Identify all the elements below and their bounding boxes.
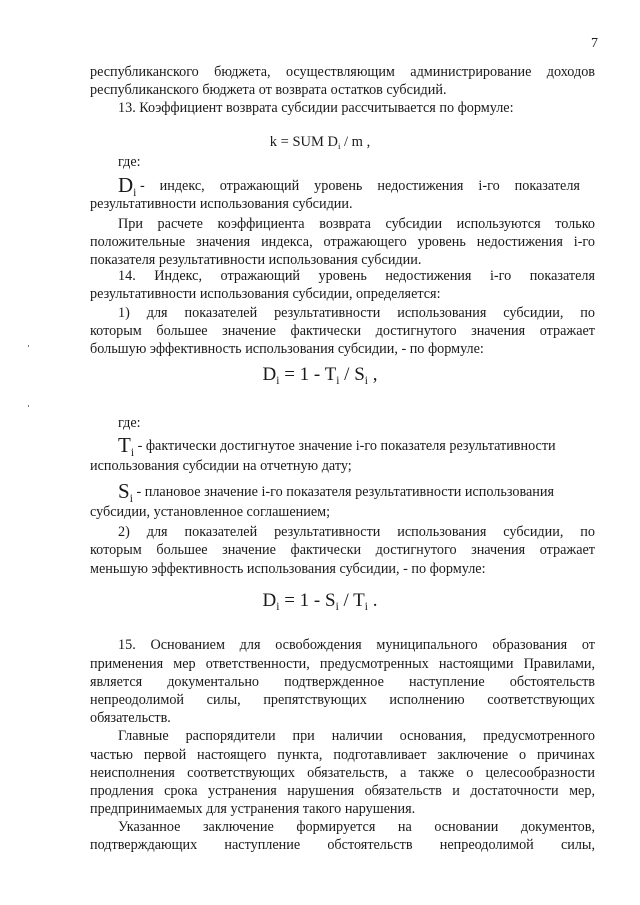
text-line: субсидии, установленное соглашением; bbox=[90, 504, 331, 520]
text-line: результативности использования субсидии. bbox=[90, 196, 353, 212]
text-line: где: bbox=[118, 415, 141, 431]
text-line: 2) для показателей результативности использования субсидии, по bbox=[118, 524, 595, 540]
text-line: Указанное заключение формируется на основании документов, bbox=[118, 819, 595, 835]
text-line: продления срока устранения нарушения обязательств и достаточности мер, bbox=[90, 783, 595, 799]
margin-mark bbox=[28, 345, 29, 347]
symbol-di: $D_i$ bbox=[118, 173, 137, 200]
text-line: результативности использования субсидии, определяется: bbox=[90, 286, 441, 302]
text-line: которым большее значение фактически достигнутого значения отражает bbox=[90, 323, 595, 339]
text-line: применения мер ответственности, предусмотренных настоящими Правилами, bbox=[90, 656, 595, 672]
text-line: является документально подтвержденное наступление обстоятельств bbox=[90, 674, 595, 690]
formula-index-2: $D_i = 1 - S_i / T_i$ . bbox=[262, 590, 378, 613]
text-line: Главные распорядители при наличии основания, предусмотренного bbox=[118, 728, 595, 744]
text-line: которым большее значение фактически достигнутого значения отражает bbox=[90, 542, 595, 558]
text-line: При расчете коэффициента возврата субсидии используются только bbox=[118, 216, 595, 232]
text-line: 13. Коэффициент возврата субсидии рассчитывается по формуле: bbox=[118, 100, 514, 116]
text-line: положительные значения индекса, отражающего уровень недостижения i-го bbox=[90, 234, 595, 250]
text-line: подтверждающих наступление обстоятельств непреодолимой силы, bbox=[90, 837, 595, 853]
text-line: 14. Индекс, отражающий уровень недостижения i-го показателя bbox=[118, 268, 595, 284]
text-line: 15. Основанием для освобождения муниципального образования от bbox=[118, 637, 595, 653]
text-line: меньшую эффективность использования субсидии, - по формуле: bbox=[90, 561, 486, 577]
text-line: большую эффективность использования субсидии, - по формуле: bbox=[90, 341, 484, 357]
text-line: предпринимаемых для устранения такого нарушения. bbox=[90, 801, 416, 817]
text-line: неисполнения соответствующих обязательств, а также о целесообразности bbox=[90, 765, 595, 781]
formula-index-1: $D_i = 1 - T_i / S_i$ , bbox=[262, 364, 378, 387]
text-line: частью первой настоящего пункта, подготавливает заключение о причинах bbox=[90, 747, 595, 763]
text-line: 1) для показателей результативности использования субсидии, по bbox=[118, 305, 595, 321]
margin-mark bbox=[28, 405, 29, 407]
text-line: где: bbox=[118, 154, 141, 170]
definition-ti: $T_i$ - фактически достигнутое значение i-го показателя результативности bbox=[118, 433, 556, 460]
symbol-si: $S_i$ bbox=[118, 479, 133, 506]
definition-di: $D_i$ - индекс, отражающий уровень недостижения i-го показателя bbox=[118, 173, 580, 200]
formula-coefficient: k = SUM $D_i$ / m , bbox=[269, 134, 371, 152]
text-line: республиканского бюджета, осуществляющим администрирование доходов bbox=[90, 64, 595, 80]
text-line: использования субсидии на отчетную дату; bbox=[90, 458, 352, 474]
text-line: непреодолимой силы, препятствующих исполнению соответствующих bbox=[90, 692, 595, 708]
page-number: 7 bbox=[591, 36, 598, 51]
definition-si: $S_i$ - плановое значение i-го показателя результативности использования bbox=[118, 479, 554, 506]
text-line: обязательств. bbox=[90, 710, 171, 726]
text-line: республиканского бюджета от возврата остатков субсидий. bbox=[90, 82, 447, 98]
text-line: показателя результативности использования субсидии. bbox=[90, 252, 422, 268]
symbol-ti: $T_i$ bbox=[118, 433, 135, 460]
